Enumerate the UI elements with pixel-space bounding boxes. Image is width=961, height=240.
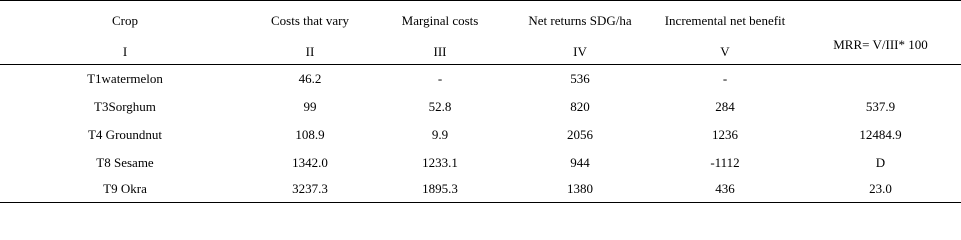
costs-vary-cell: 108.9 — [295, 126, 325, 142]
table-body — [0, 65, 961, 203]
header-crop: Crop — [112, 13, 138, 29]
header-marginal-costs: Marginal costs — [401, 13, 479, 29]
mrr-cell: 23.0 — [869, 181, 892, 197]
costs-vary-cell: 46.2 — [298, 70, 322, 86]
marginal-costs-cell: - — [437, 70, 443, 86]
incremental-net-benefit-cell: -1112 — [710, 154, 740, 170]
crop-cell: T3Sorghum — [94, 98, 156, 114]
incremental-net-benefit-cell: 1236 — [712, 126, 738, 142]
crop-cell: T4 Groundnut — [87, 126, 163, 142]
costs-vary-cell: 1342.0 — [292, 154, 328, 170]
marginal-costs-cell: 9.9 — [431, 126, 449, 142]
crop-cell: T1watermelon — [87, 70, 163, 86]
marginal-costs-cell: 1895.3 — [422, 181, 458, 197]
roman-cell: I — [122, 44, 128, 60]
crop-cell: T8 Sesame — [96, 154, 154, 170]
header-net-returns: Net returns SDG/ha — [528, 13, 632, 29]
incremental-net-benefit-cell: - — [722, 70, 728, 86]
costs-vary-cell: 99 — [303, 98, 317, 114]
net-returns-cell: 2056 — [567, 126, 593, 142]
marginal-costs-cell: 52.8 — [428, 98, 452, 114]
roman-cell: III — [433, 44, 447, 60]
incremental-net-benefit-cell: 284 — [715, 98, 735, 114]
roman-cell: IV — [573, 44, 587, 60]
mrr-cell: D — [875, 154, 886, 170]
table-row — [0, 149, 961, 177]
net-returns-cell: 1380 — [567, 181, 593, 197]
table-row — [0, 121, 961, 149]
header-incremental-net-benefit: Incremental net benefit — [664, 13, 786, 29]
crop-cell: T9 Okra — [103, 181, 147, 197]
marginal-costs-cell: 1233.1 — [422, 154, 458, 170]
table-row — [0, 65, 961, 93]
net-returns-cell: 820 — [570, 98, 590, 114]
mrr-cell: 12484.9 — [859, 126, 902, 142]
table-header — [0, 1, 961, 65]
header-row — [0, 1, 961, 41]
header-roman-row — [0, 41, 961, 65]
roman-cell: II — [305, 44, 315, 60]
mrr-cell: 537.9 — [865, 98, 896, 114]
table-row — [0, 177, 961, 203]
header-mrr — [800, 1, 961, 52]
header-mrr-label: MRR= V/III* 100 — [833, 36, 928, 52]
roman-cell: V — [720, 44, 730, 60]
header-costs-vary: Costs that vary — [271, 13, 349, 29]
costs-vary-cell: 3237.3 — [292, 181, 328, 197]
table-row — [0, 93, 961, 121]
net-returns-cell: 536 — [570, 70, 590, 86]
incremental-net-benefit-cell: 436 — [715, 181, 735, 197]
net-returns-cell: 944 — [570, 154, 590, 170]
mrr-cell — [800, 65, 961, 93]
